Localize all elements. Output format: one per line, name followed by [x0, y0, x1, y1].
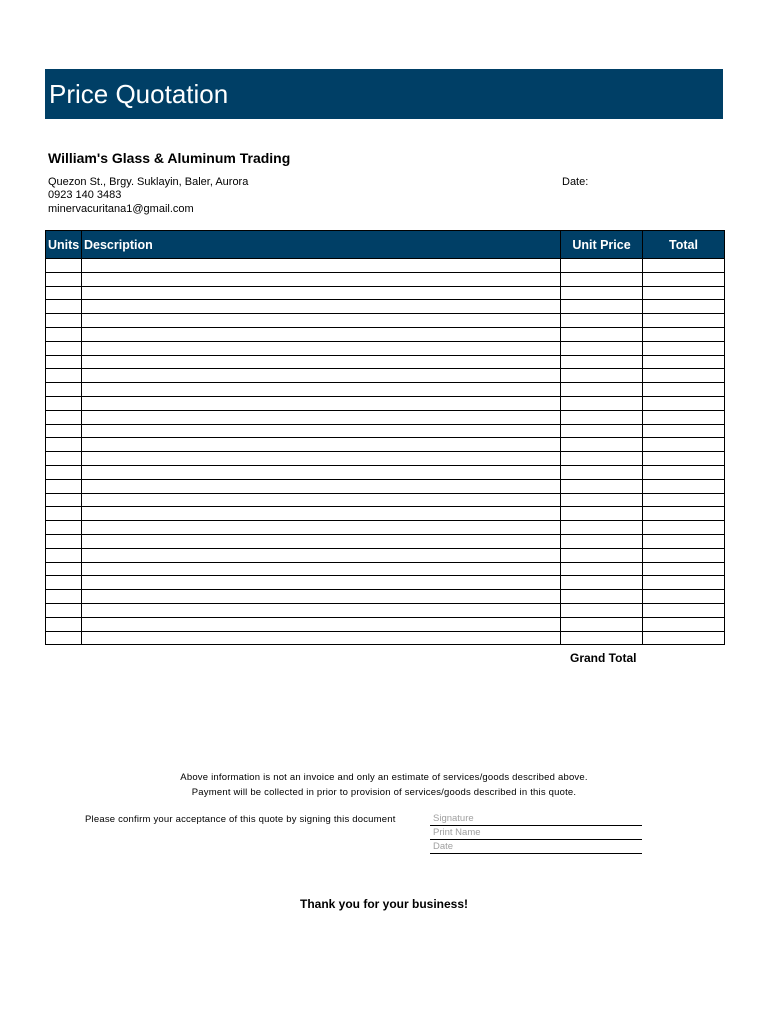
table-row	[46, 548, 725, 562]
table-row	[46, 369, 725, 383]
total-cell[interactable]	[643, 479, 725, 493]
unit-price-cell[interactable]	[561, 631, 643, 645]
description-cell[interactable]	[82, 259, 561, 273]
table-row	[46, 410, 725, 424]
table-row	[46, 438, 725, 452]
units-cell[interactable]	[46, 631, 82, 645]
total-header: Total	[643, 231, 725, 259]
table-row	[46, 327, 725, 341]
table-row	[46, 507, 725, 521]
table-row	[46, 355, 725, 369]
description-cell[interactable]	[82, 562, 561, 576]
company-name: William's Glass & Aluminum Trading	[48, 150, 291, 166]
total-cell[interactable]	[643, 300, 725, 314]
company-email: minervacuritana1@gmail.com	[48, 203, 194, 215]
table-row	[46, 590, 725, 604]
description-cell[interactable]	[82, 479, 561, 493]
unit-price-cell[interactable]	[561, 521, 643, 535]
table-row	[46, 259, 725, 273]
table-row	[46, 341, 725, 355]
description-cell[interactable]	[82, 438, 561, 452]
units-cell[interactable]	[46, 617, 82, 631]
total-cell[interactable]	[643, 424, 725, 438]
date-field[interactable]: Date	[430, 841, 642, 854]
table-row	[46, 300, 725, 314]
total-cell[interactable]	[643, 452, 725, 466]
description-cell[interactable]	[82, 493, 561, 507]
units-cell[interactable]	[46, 410, 82, 424]
unit-price-cell[interactable]	[561, 396, 643, 410]
table-row	[46, 562, 725, 576]
unit-price-cell[interactable]	[561, 383, 643, 397]
description-cell[interactable]	[82, 617, 561, 631]
table-row	[46, 479, 725, 493]
units-cell[interactable]	[46, 272, 82, 286]
unit-price-cell[interactable]	[561, 465, 643, 479]
units-cell[interactable]	[46, 452, 82, 466]
table-row	[46, 617, 725, 631]
total-cell[interactable]	[643, 576, 725, 590]
units-cell[interactable]	[46, 576, 82, 590]
page-title: Price Quotation	[49, 79, 229, 109]
total-cell[interactable]	[643, 548, 725, 562]
date-label: Date:	[562, 176, 589, 188]
unit-price-cell[interactable]	[561, 410, 643, 424]
table-row	[46, 272, 725, 286]
description-cell[interactable]	[82, 396, 561, 410]
disclaimer-line-1: Above information is not an invoice and only an estimate of services/goods described above.	[180, 772, 588, 783]
company-phone: 0923 140 3483	[48, 189, 122, 201]
unit-price-cell[interactable]	[561, 576, 643, 590]
description-cell[interactable]	[82, 314, 561, 328]
unit-price-cell[interactable]	[561, 286, 643, 300]
unit-price-cell[interactable]	[561, 341, 643, 355]
table-header-row	[46, 231, 725, 259]
units-cell[interactable]	[46, 259, 82, 273]
unit-price-cell[interactable]	[561, 590, 643, 604]
units-cell[interactable]	[46, 465, 82, 479]
units-cell[interactable]	[46, 286, 82, 300]
description-header: Description	[82, 231, 561, 259]
table-row	[46, 424, 725, 438]
unit-price-cell[interactable]	[561, 355, 643, 369]
total-cell[interactable]	[643, 493, 725, 507]
table-row	[46, 286, 725, 300]
units-cell[interactable]	[46, 341, 82, 355]
units-cell[interactable]	[46, 369, 82, 383]
unit-price-cell[interactable]	[561, 369, 643, 383]
thank-you-message: Thank you for your business!	[299, 897, 469, 911]
total-cell[interactable]	[643, 327, 725, 341]
description-cell[interactable]	[82, 424, 561, 438]
total-cell[interactable]	[643, 369, 725, 383]
total-cell[interactable]	[643, 617, 725, 631]
unit-price-cell[interactable]	[561, 617, 643, 631]
total-cell[interactable]	[643, 396, 725, 410]
unit-price-cell[interactable]	[561, 603, 643, 617]
total-cell[interactable]	[643, 259, 725, 273]
units-cell[interactable]	[46, 534, 82, 548]
table-row	[46, 534, 725, 548]
units-cell[interactable]	[46, 300, 82, 314]
description-cell[interactable]	[82, 286, 561, 300]
unit-price-cell[interactable]	[561, 300, 643, 314]
description-cell[interactable]	[82, 507, 561, 521]
units-cell[interactable]	[46, 314, 82, 328]
units-header: Units	[46, 231, 82, 259]
total-cell[interactable]	[643, 507, 725, 521]
table-row	[46, 603, 725, 617]
table-row	[46, 631, 725, 645]
title-bar	[45, 69, 723, 119]
total-cell[interactable]	[643, 355, 725, 369]
total-cell[interactable]	[643, 438, 725, 452]
unit-price-cell[interactable]	[561, 493, 643, 507]
total-cell[interactable]	[643, 590, 725, 604]
description-cell[interactable]	[82, 410, 561, 424]
units-cell[interactable]	[46, 479, 82, 493]
units-cell[interactable]	[46, 507, 82, 521]
units-cell[interactable]	[46, 383, 82, 397]
table-row	[46, 452, 725, 466]
total-cell[interactable]	[643, 410, 725, 424]
description-cell[interactable]	[82, 603, 561, 617]
table-row	[46, 521, 725, 535]
total-cell[interactable]	[643, 521, 725, 535]
description-cell[interactable]	[82, 631, 561, 645]
unit-price-cell[interactable]	[561, 562, 643, 576]
table-row	[46, 493, 725, 507]
grand-total-label: Grand Total	[570, 651, 637, 665]
unit-price-cell[interactable]	[561, 452, 643, 466]
total-cell[interactable]	[643, 603, 725, 617]
description-cell[interactable]	[82, 341, 561, 355]
description-cell[interactable]	[82, 534, 561, 548]
total-cell[interactable]	[643, 272, 725, 286]
description-cell[interactable]	[82, 272, 561, 286]
description-cell[interactable]	[82, 355, 561, 369]
units-cell[interactable]	[46, 562, 82, 576]
description-cell[interactable]	[82, 300, 561, 314]
units-cell[interactable]	[46, 603, 82, 617]
company-address: Quezon St., Brgy. Suklayin, Baler, Aurora	[48, 176, 249, 188]
description-cell[interactable]	[82, 465, 561, 479]
table-row	[46, 465, 725, 479]
total-cell[interactable]	[643, 465, 725, 479]
description-cell[interactable]	[82, 576, 561, 590]
unit-price-cell[interactable]	[561, 259, 643, 273]
description-cell[interactable]	[82, 590, 561, 604]
table-row	[46, 383, 725, 397]
description-cell[interactable]	[82, 521, 561, 535]
units-cell[interactable]	[46, 548, 82, 562]
unit-price-cell[interactable]	[561, 314, 643, 328]
print-name-field[interactable]: Print Name	[430, 827, 642, 840]
unit-price-cell[interactable]	[561, 479, 643, 493]
table-row	[46, 396, 725, 410]
units-cell[interactable]	[46, 396, 82, 410]
description-cell[interactable]	[82, 548, 561, 562]
total-cell[interactable]	[643, 631, 725, 645]
description-cell[interactable]	[82, 452, 561, 466]
description-cell[interactable]	[82, 369, 561, 383]
confirm-text: Please confirm your acceptance of this quote by signing this document	[85, 814, 396, 825]
signature-field[interactable]: Signature	[430, 813, 642, 826]
unit-price-cell[interactable]	[561, 272, 643, 286]
disclaimer-line-2: Payment will be collected in prior to provision of services/goods described in this quote.	[191, 787, 577, 798]
units-cell[interactable]	[46, 327, 82, 341]
description-cell[interactable]	[82, 383, 561, 397]
total-cell[interactable]	[643, 534, 725, 548]
unit-price-header: Unit Price	[561, 231, 643, 259]
total-cell[interactable]	[643, 314, 725, 328]
units-cell[interactable]	[46, 590, 82, 604]
units-cell[interactable]	[46, 521, 82, 535]
table-row	[46, 576, 725, 590]
total-cell[interactable]	[643, 286, 725, 300]
units-cell[interactable]	[46, 355, 82, 369]
unit-price-cell[interactable]	[561, 424, 643, 438]
table-body	[46, 259, 725, 645]
description-cell[interactable]	[82, 327, 561, 341]
table-row	[46, 314, 725, 328]
unit-price-cell[interactable]	[561, 507, 643, 521]
units-cell[interactable]	[46, 438, 82, 452]
units-cell[interactable]	[46, 493, 82, 507]
total-cell[interactable]	[643, 341, 725, 355]
total-cell[interactable]	[643, 562, 725, 576]
unit-price-cell[interactable]	[561, 548, 643, 562]
unit-price-cell[interactable]	[561, 534, 643, 548]
unit-price-cell[interactable]	[561, 438, 643, 452]
total-cell[interactable]	[643, 383, 725, 397]
unit-price-cell[interactable]	[561, 327, 643, 341]
quotation-table	[45, 230, 725, 645]
units-cell[interactable]	[46, 424, 82, 438]
